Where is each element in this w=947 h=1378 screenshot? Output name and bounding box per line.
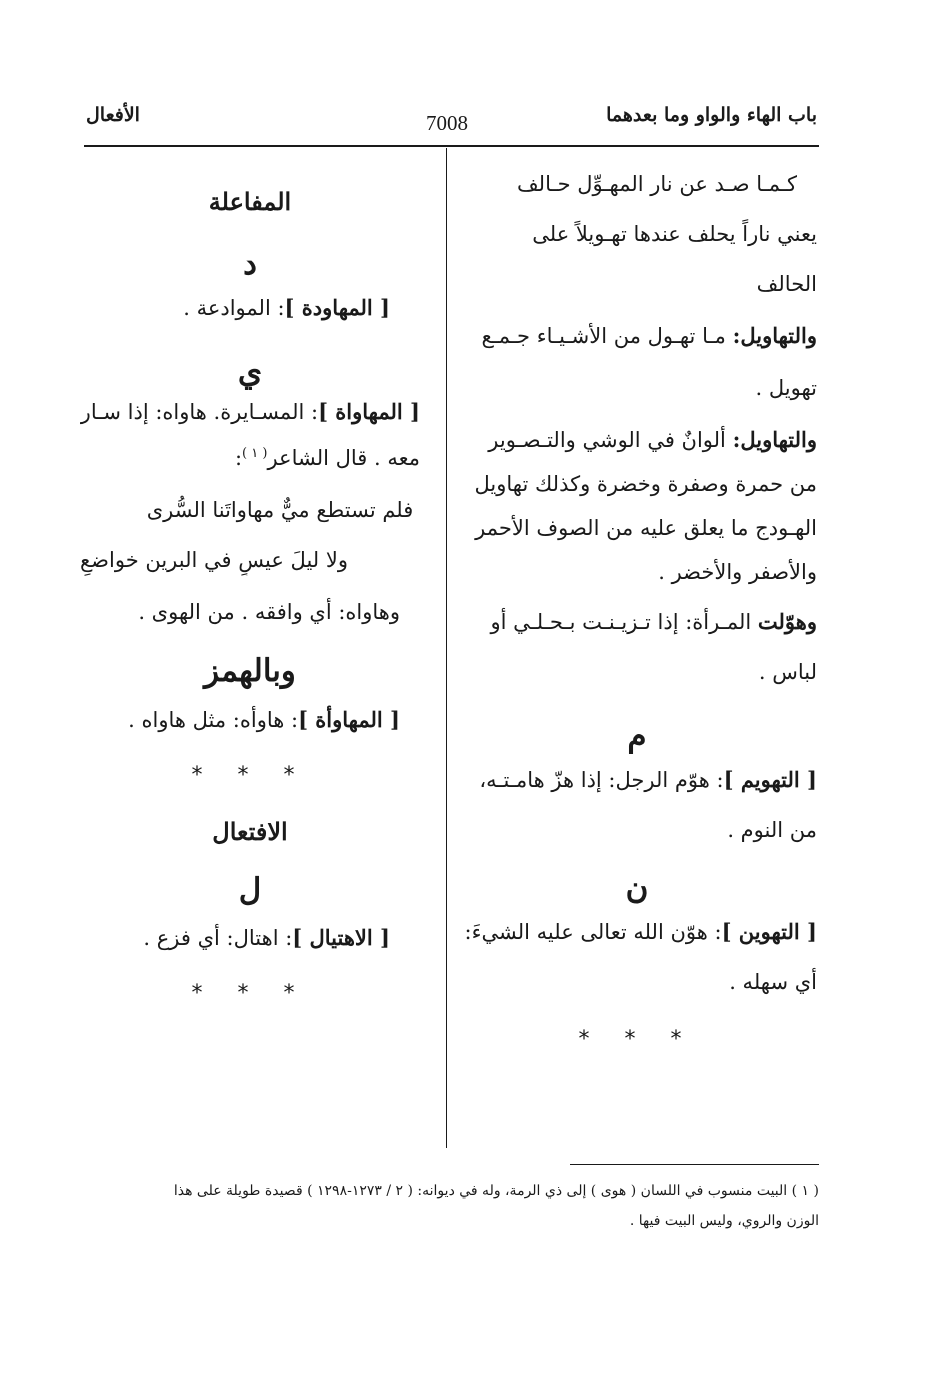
header-section-title: الأفعال: [86, 104, 140, 126]
entry-headword: والتهاويل:: [732, 427, 817, 452]
entry-headword: [ التهوين ]: [721, 919, 817, 944]
text-line: الحالف: [756, 272, 817, 296]
letter-heading-nun: ن: [625, 870, 649, 906]
section-separator-stars: * * *: [191, 981, 309, 1006]
header-rule: [84, 145, 819, 147]
entry-text: : المسـايرة. هاواه: إذا سـار: [80, 400, 319, 424]
entry-text: : اهتال: أي فزع .: [143, 926, 293, 950]
text-line: والأصفر والأخضر .: [658, 560, 817, 584]
entry-headword: [ التهويم ]: [723, 767, 817, 792]
entry-line: [457, 764, 817, 796]
footnote-line: الوزن والروي، وليس البيت فيها .: [629, 1213, 819, 1229]
entry-headword: وهوّلت: [757, 609, 817, 634]
right-column: [457, 168, 817, 1056]
text-line: لباس .: [758, 660, 817, 684]
text-line: الهـودج ما يعلق عليه من الصوف الأحمر: [475, 516, 817, 540]
text-line: من حمرة وصفرة وخضرة وكذلك تهاويل: [474, 472, 817, 496]
footnote-marker: ( ١ ): [242, 446, 268, 461]
entry-line: [457, 916, 817, 948]
footnote: [79, 1176, 819, 1236]
letter-heading-dal: د: [243, 246, 257, 282]
left-column: [80, 168, 420, 1010]
entry-line: [457, 320, 817, 352]
section-separator-stars: * * *: [191, 763, 309, 788]
entry-headword: [ المهاودة ]: [284, 295, 390, 320]
header-chapter-title: باب الهاء والواو وما بعدهما: [606, 104, 817, 126]
text-line: يعني ناراً يحلف عندها تهـويلاً على: [532, 222, 817, 246]
entry-headword: والتهاويل:: [732, 323, 817, 348]
verse-line: ولا ليلَ عيسٍ في البرين خواضعِ: [80, 548, 348, 572]
column-divider: [446, 148, 447, 1148]
entry-line: [80, 704, 420, 736]
entry-text: :: [234, 446, 243, 470]
entry-text: : هاوأه: مثل هاواه .: [128, 708, 299, 732]
page-number: 7008: [426, 111, 468, 135]
entry-headword: [ المهاوأة ]: [298, 707, 400, 732]
text-line: أي سهله .: [729, 970, 817, 994]
footnote-rule: [570, 1164, 819, 1165]
letter-heading-mim: م: [627, 718, 647, 754]
entry-text: مـا تهـول من الأشـيـاء جـمـع: [481, 324, 733, 348]
text-line: تهويل .: [755, 376, 817, 400]
section-heading-iftiaal: الافتعال: [212, 817, 288, 846]
entry-text: : هوّن الله تعالى عليه الشيءَ:: [464, 920, 722, 944]
verse-line: فلم تستطع ميٌّ مهاواتَنا السُّرى: [146, 498, 414, 522]
entry-line: [80, 396, 420, 428]
entry-headword: [ الاهتيال ]: [292, 925, 390, 950]
entry-text: ألوانٌ في الوشي والتـصـوير: [488, 428, 733, 452]
section-separator-stars: * * *: [578, 1027, 696, 1052]
section-heading-mufaala: المفاعلة: [208, 187, 292, 216]
entry-line: [80, 922, 420, 954]
entry-text: : الموادعة .: [183, 296, 285, 320]
letter-heading-ya: ي: [237, 354, 263, 390]
entry-text: : هوّم الرجل: إذا هزّ هامـتـه،: [479, 768, 724, 792]
verse-line: كـمـا صـد عن نار المهـوِّل حـالف: [516, 172, 798, 196]
entry-line: [457, 606, 817, 638]
footnote-line: ( ١ ) البيت منسوب في اللسان ( هوى ) إلى ذي الرمة، وله في ديوانه: ( ٢ / ١٢٧٣-١٢٩٨ ) قصيدة طويلة على هذا: [173, 1183, 819, 1199]
entry-text: معه . قال الشاعر: [267, 446, 420, 470]
entry-headword: [ المهاواة ]: [318, 399, 420, 424]
text-line: وهاواه: أي وافقه . من الهوى .: [138, 600, 400, 624]
entry-line: [80, 292, 420, 324]
entry-line: [80, 438, 420, 474]
section-heading-hamz: وبالهمز: [204, 653, 296, 689]
entry-line: [457, 424, 817, 456]
text-line: من النوم .: [727, 818, 817, 842]
letter-heading-lam: ل: [238, 872, 262, 908]
entry-text: المـرأة: إذا تـزيـنـت بـحـلـي أو: [490, 610, 758, 634]
